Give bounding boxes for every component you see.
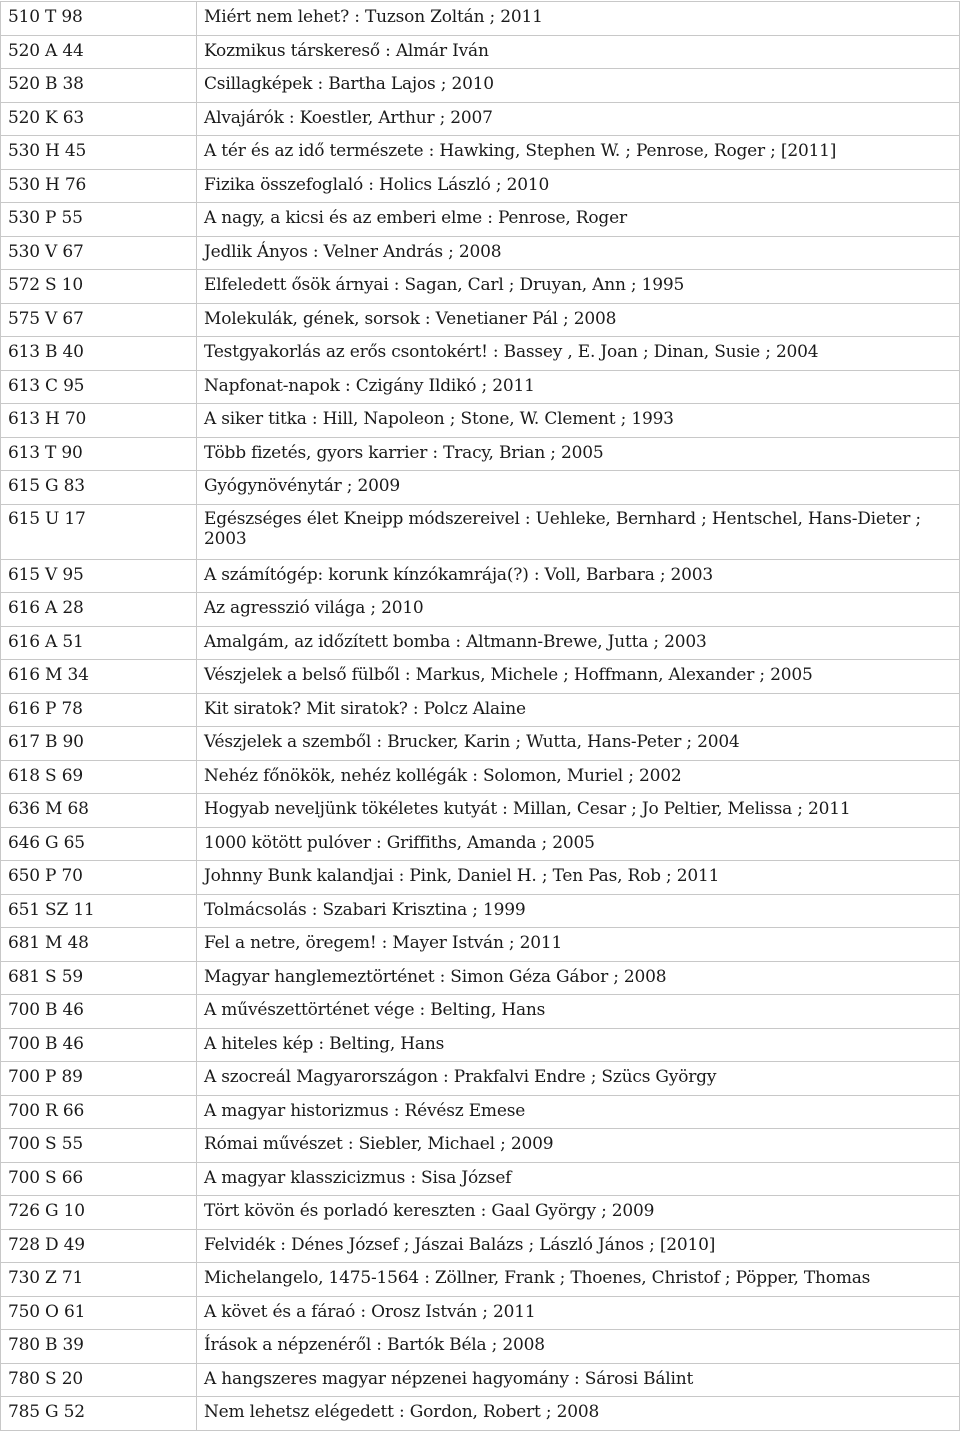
call-number-cell: 700 P 89 — [1, 1062, 197, 1096]
table-row — [1, 102, 960, 136]
table-row — [1, 928, 960, 962]
title-entry-cell: Római művészet : Siebler, Michael ; 2009 — [197, 1129, 960, 1163]
call-number-cell: 726 G 10 — [1, 1196, 197, 1230]
table-row — [1, 995, 960, 1029]
title-entry-cell: Az agresszió világa ; 2010 — [197, 593, 960, 627]
table-row — [1, 861, 960, 895]
title-entry-cell: Kozmikus társkereső : Almár Iván — [197, 35, 960, 69]
call-number-cell: 530 H 76 — [1, 169, 197, 203]
table-row — [1, 1028, 960, 1062]
table-row — [1, 1196, 960, 1230]
call-number-cell: 700 R 66 — [1, 1095, 197, 1129]
table-row — [1, 1296, 960, 1330]
table-row — [1, 1095, 960, 1129]
title-entry-cell: Miért nem lehet? : Tuzson Zoltán ; 2011 — [197, 2, 960, 36]
call-number-cell: 520 K 63 — [1, 102, 197, 136]
table-row — [1, 504, 960, 559]
call-number-cell: 700 B 46 — [1, 1028, 197, 1062]
call-number-cell: 530 H 45 — [1, 136, 197, 170]
title-entry-cell: Nehéz főnökök, nehéz kollégák : Solomon, Muriel ; 2002 — [197, 760, 960, 794]
title-entry-cell: A magyar klasszicizmus : Sisa József — [197, 1162, 960, 1196]
call-number-cell: 681 M 48 — [1, 928, 197, 962]
call-number-cell: 728 D 49 — [1, 1229, 197, 1263]
title-entry-cell: A siker titka : Hill, Napoleon ; Stone, W. Clement ; 1993 — [197, 404, 960, 438]
title-entry-cell: 1000 kötött pulóver : Griffiths, Amanda ; 2005 — [197, 827, 960, 861]
call-number-cell: 613 T 90 — [1, 437, 197, 471]
title-entry-cell: Molekulák, gének, sorsok : Venetianer Pál ; 2008 — [197, 303, 960, 337]
title-entry-cell: Egészséges élet Kneipp módszereivel : Uehleke, Bernhard ; Hentschel, Hans-Dieter ; 2003 — [197, 504, 960, 559]
call-number-cell: 616 P 78 — [1, 693, 197, 727]
table-row — [1, 471, 960, 505]
title-entry-cell: A tér és az idő természete : Hawking, Stephen W. ; Penrose, Roger ; [2011] — [197, 136, 960, 170]
title-entry-cell: Tolmácsolás : Szabari Krisztina ; 1999 — [197, 894, 960, 928]
table-row — [1, 1363, 960, 1397]
title-entry-cell: Vészjelek a belső fülből : Markus, Michele ; Hoffmann, Alexander ; 2005 — [197, 660, 960, 694]
call-number-cell: 681 S 59 — [1, 961, 197, 995]
call-number-cell: 615 U 17 — [1, 504, 197, 559]
table-row — [1, 169, 960, 203]
catalog-table — [0, 1, 960, 1431]
call-number-cell: 572 S 10 — [1, 270, 197, 304]
table-row — [1, 760, 960, 794]
call-number-cell: 616 A 28 — [1, 593, 197, 627]
table-row — [1, 303, 960, 337]
catalog-body — [1, 2, 960, 1431]
title-entry-cell: Elfeledett ősök árnyai : Sagan, Carl ; Druyan, Ann ; 1995 — [197, 270, 960, 304]
title-entry-cell: A számítógép: korunk kínzókamrája(?) : Voll, Barbara ; 2003 — [197, 559, 960, 593]
call-number-cell: 575 V 67 — [1, 303, 197, 337]
title-entry-cell: Napfonat-napok : Czigány Ildikó ; 2011 — [197, 370, 960, 404]
call-number-cell: 613 H 70 — [1, 404, 197, 438]
table-row — [1, 203, 960, 237]
title-entry-cell: A hiteles kép : Belting, Hans — [197, 1028, 960, 1062]
table-row — [1, 827, 960, 861]
title-entry-cell: Alvajárók : Koestler, Arthur ; 2007 — [197, 102, 960, 136]
title-entry-cell: Johnny Bunk kalandjai : Pink, Daniel H. ; Ten Pas, Rob ; 2011 — [197, 861, 960, 895]
title-entry-cell: A magyar historizmus : Révész Emese — [197, 1095, 960, 1129]
call-number-cell: 520 A 44 — [1, 35, 197, 69]
title-entry-cell: Tört kövön és porladó kereszten : Gaal György ; 2009 — [197, 1196, 960, 1230]
table-row — [1, 1263, 960, 1297]
title-entry-cell: Amalgám, az időzített bomba : Altmann-Brewe, Jutta ; 2003 — [197, 626, 960, 660]
call-number-cell: 530 V 67 — [1, 236, 197, 270]
title-entry-cell: A követ és a fáraó : Orosz István ; 2011 — [197, 1296, 960, 1330]
table-row — [1, 1062, 960, 1096]
title-entry-cell: Csillagképek : Bartha Lajos ; 2010 — [197, 69, 960, 103]
title-entry-cell: Magyar hanglemeztörténet : Simon Géza Gábor ; 2008 — [197, 961, 960, 995]
call-number-cell: 520 B 38 — [1, 69, 197, 103]
title-entry-cell: Hogyab neveljünk tökéletes kutyát : Millan, Cesar ; Jo Peltier, Melissa ; 2011 — [197, 794, 960, 828]
title-entry-cell: Írások a népzenéről : Bartók Béla ; 2008 — [197, 1330, 960, 1364]
table-row — [1, 1397, 960, 1431]
table-row — [1, 961, 960, 995]
table-row — [1, 1129, 960, 1163]
table-row — [1, 559, 960, 593]
table-row — [1, 270, 960, 304]
table-row — [1, 727, 960, 761]
call-number-cell: 618 S 69 — [1, 760, 197, 794]
call-number-cell: 646 G 65 — [1, 827, 197, 861]
table-row — [1, 894, 960, 928]
table-row — [1, 69, 960, 103]
call-number-cell: 700 S 66 — [1, 1162, 197, 1196]
call-number-cell: 700 S 55 — [1, 1129, 197, 1163]
title-entry-cell: A nagy, a kicsi és az emberi elme : Penrose, Roger — [197, 203, 960, 237]
table-row — [1, 35, 960, 69]
title-entry-cell: Michelangelo, 1475-1564 : Zöllner, Frank ; Thoenes, Christof ; Pöpper, Thomas — [197, 1263, 960, 1297]
table-row — [1, 626, 960, 660]
title-entry-cell: A művészettörténet vége : Belting, Hans — [197, 995, 960, 1029]
call-number-cell: 651 SZ 11 — [1, 894, 197, 928]
table-row — [1, 1162, 960, 1196]
table-row — [1, 593, 960, 627]
table-row — [1, 437, 960, 471]
call-number-cell: 785 G 52 — [1, 1397, 197, 1431]
title-entry-cell: Gyógynövénytár ; 2009 — [197, 471, 960, 505]
title-entry-cell: Fel a netre, öregem! : Mayer István ; 2011 — [197, 928, 960, 962]
table-row — [1, 794, 960, 828]
title-entry-cell: Jedlik Ányos : Velner András ; 2008 — [197, 236, 960, 270]
table-row — [1, 136, 960, 170]
table-row — [1, 404, 960, 438]
call-number-cell: 615 G 83 — [1, 471, 197, 505]
call-number-cell: 730 Z 71 — [1, 1263, 197, 1297]
call-number-cell: 780 S 20 — [1, 1363, 197, 1397]
call-number-cell: 700 B 46 — [1, 995, 197, 1029]
title-entry-cell: A szocreál Magyarországon : Prakfalvi Endre ; Szücs György — [197, 1062, 960, 1096]
call-number-cell: 616 A 51 — [1, 626, 197, 660]
call-number-cell: 780 B 39 — [1, 1330, 197, 1364]
table-row — [1, 2, 960, 36]
table-row — [1, 693, 960, 727]
title-entry-cell: Több fizetés, gyors karrier : Tracy, Brian ; 2005 — [197, 437, 960, 471]
title-entry-cell: Nem lehetsz elégedett : Gordon, Robert ; 2008 — [197, 1397, 960, 1431]
table-row — [1, 370, 960, 404]
title-entry-cell: Vészjelek a szemből : Brucker, Karin ; Wutta, Hans-Peter ; 2004 — [197, 727, 960, 761]
table-row — [1, 1330, 960, 1364]
call-number-cell: 613 B 40 — [1, 337, 197, 371]
call-number-cell: 510 T 98 — [1, 2, 197, 36]
title-entry-cell: A hangszeres magyar népzenei hagyomány : Sárosi Bálint — [197, 1363, 960, 1397]
table-row — [1, 1229, 960, 1263]
title-entry-cell: Felvidék : Dénes József ; Jászai Balázs ; László János ; [2010] — [197, 1229, 960, 1263]
call-number-cell: 650 P 70 — [1, 861, 197, 895]
call-number-cell: 615 V 95 — [1, 559, 197, 593]
call-number-cell: 613 C 95 — [1, 370, 197, 404]
table-row — [1, 337, 960, 371]
table-row — [1, 236, 960, 270]
title-entry-cell: Fizika összefoglaló : Holics László ; 2010 — [197, 169, 960, 203]
table-row — [1, 660, 960, 694]
call-number-cell: 530 P 55 — [1, 203, 197, 237]
call-number-cell: 750 O 61 — [1, 1296, 197, 1330]
title-entry-cell: Testgyakorlás az erős csontokért! : Bassey , E. Joan ; Dinan, Susie ; 2004 — [197, 337, 960, 371]
title-entry-cell: Kit siratok? Mit siratok? : Polcz Alaine — [197, 693, 960, 727]
call-number-cell: 617 B 90 — [1, 727, 197, 761]
call-number-cell: 616 M 34 — [1, 660, 197, 694]
call-number-cell: 636 M 68 — [1, 794, 197, 828]
